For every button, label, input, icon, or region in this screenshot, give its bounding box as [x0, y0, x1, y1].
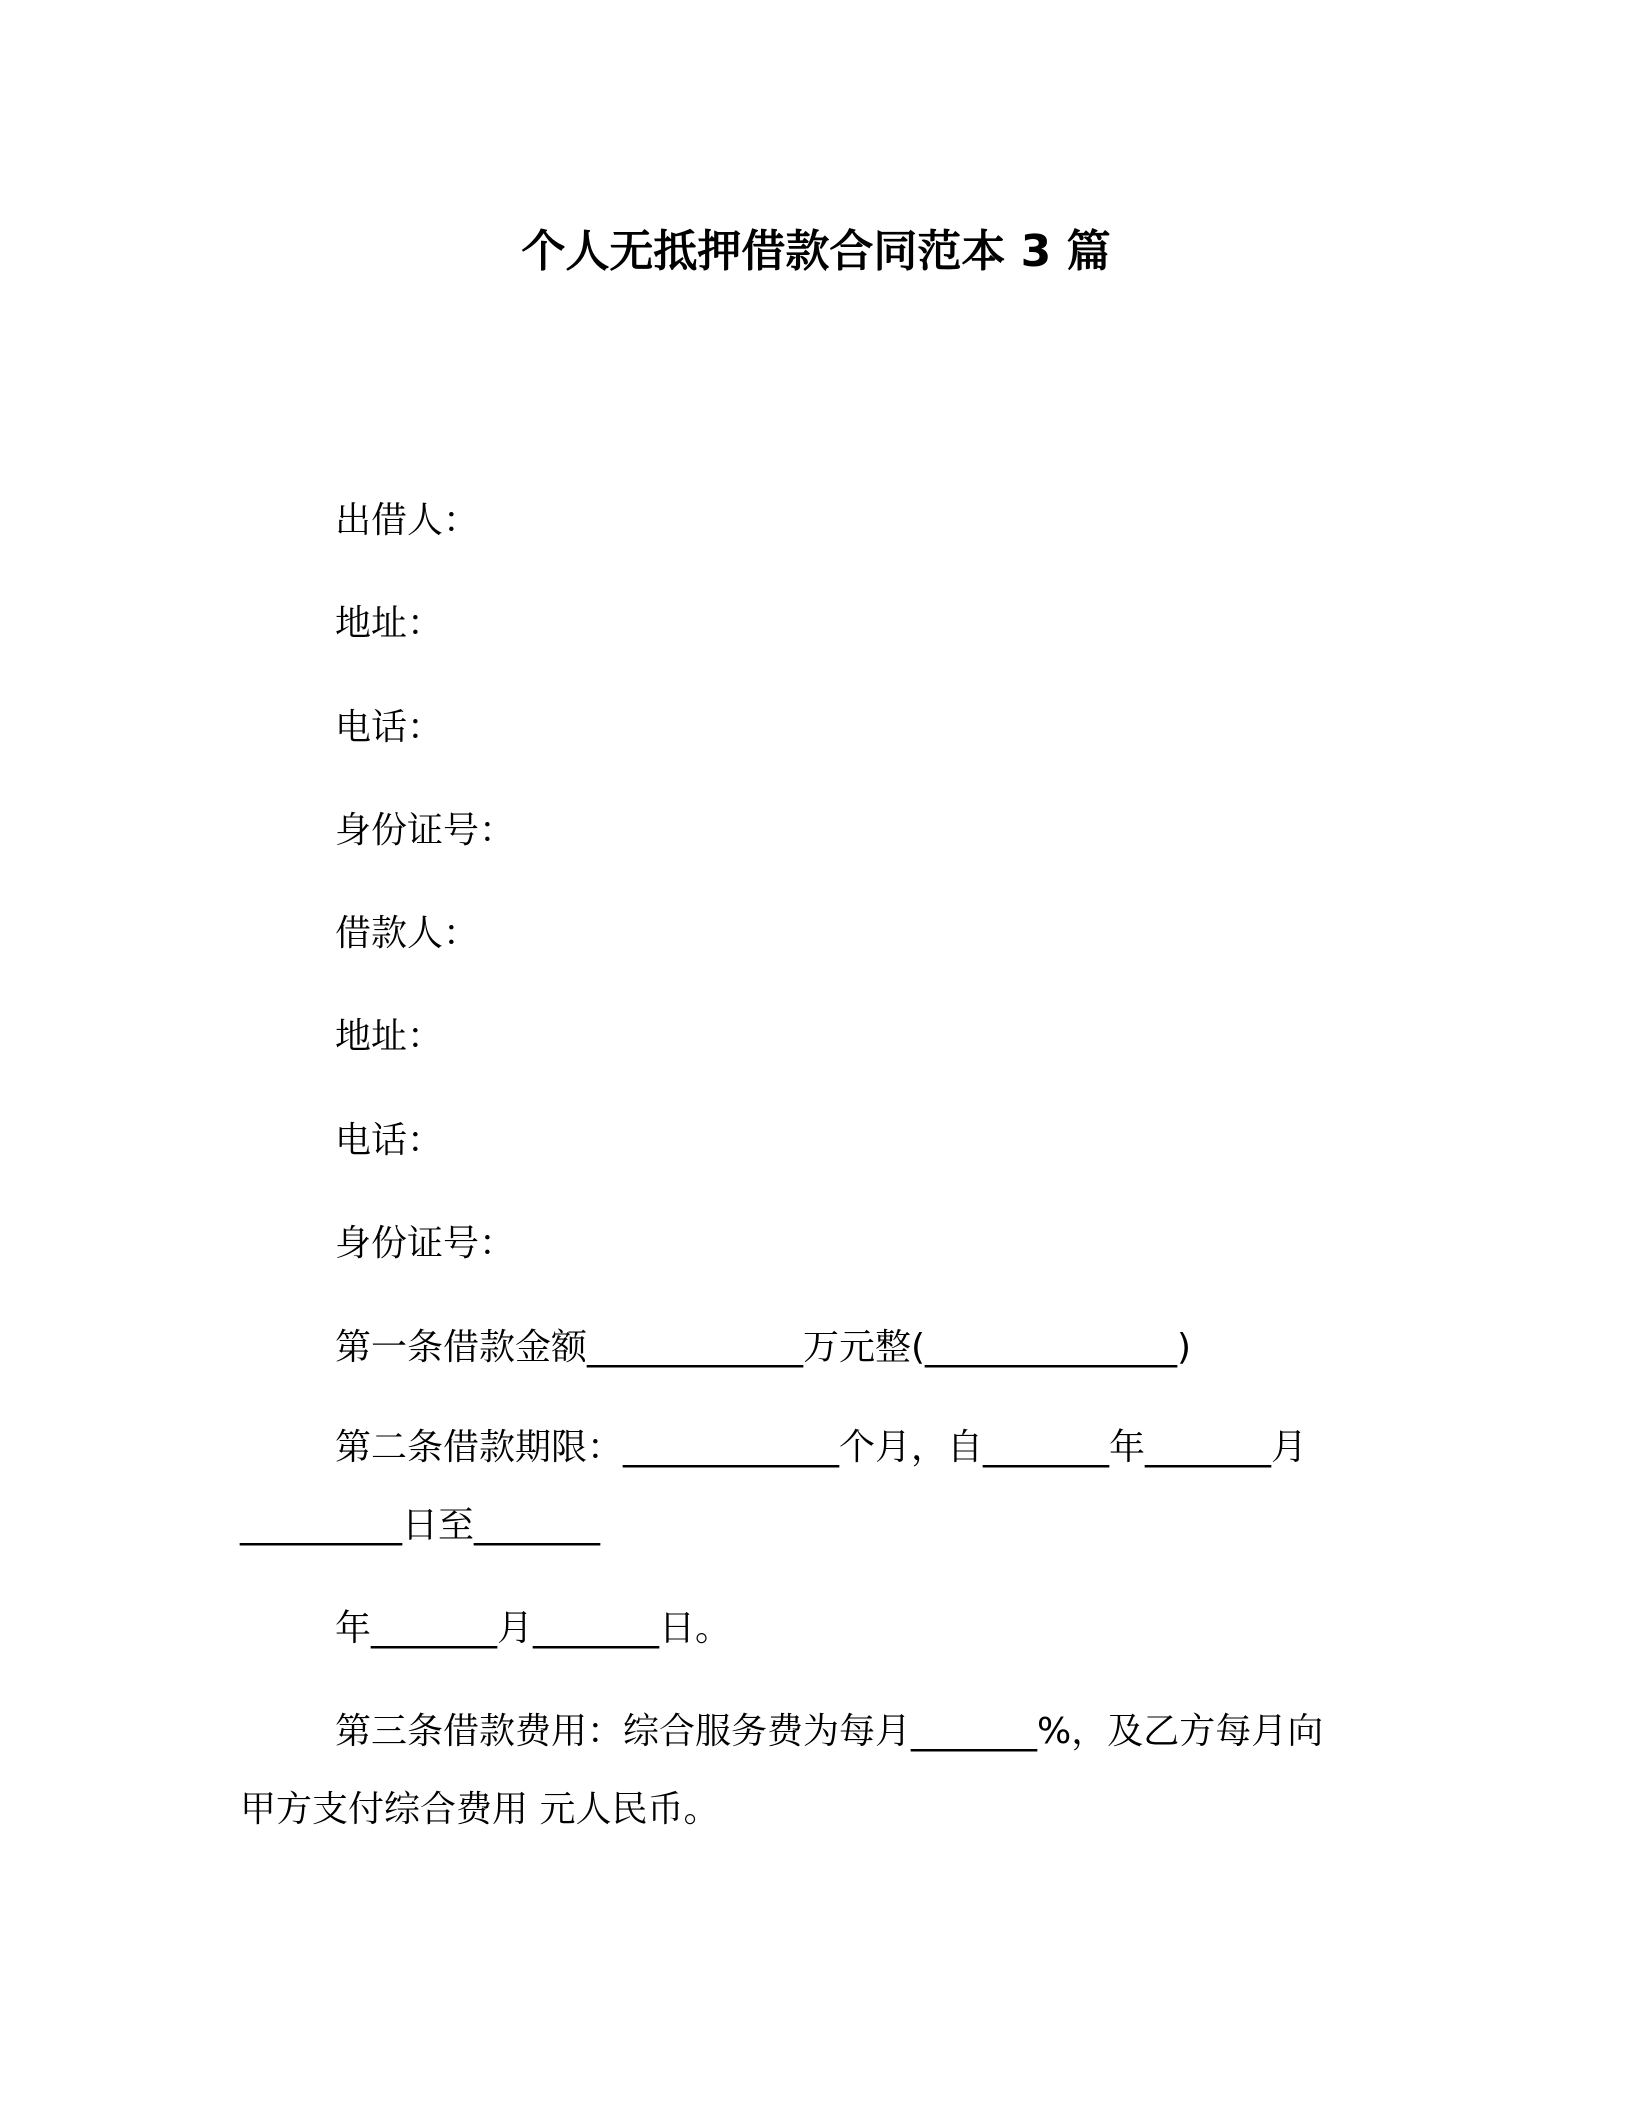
lender-id-label: 身份证号：: [335, 810, 516, 851]
lender-phone-label: 电话：: [335, 707, 444, 748]
lender-name-label: 出借人：: [335, 500, 480, 541]
article-3-loan-fee-line-1: 第三条借款费用：综合服务费为每月_______%，及乙方每月向: [335, 1711, 1324, 1752]
lender-address-label: 地址：: [335, 603, 444, 644]
article-3-loan-fee-line-2: 甲方支付综合费用 元人民币。: [240, 1789, 720, 1830]
document-title: 个人无抵押借款合同范本 3 篇: [521, 226, 1111, 277]
article-2-loan-term-line-1: 第二条借款期限：____________个月，自_______年_______月: [335, 1427, 1308, 1468]
borrower-id-label: 身份证号：: [335, 1223, 516, 1264]
article-2-loan-term-line-2: _________日至_______: [240, 1505, 601, 1546]
article-1-loan-amount: 第一条借款金额____________万元整(______________): [335, 1327, 1192, 1368]
borrower-name-label: 借款人：: [335, 913, 480, 954]
article-2-loan-term-line-3: 年_______月_______日。: [335, 1608, 732, 1649]
borrower-phone-label: 电话：: [335, 1120, 444, 1161]
borrower-address-label: 地址：: [335, 1016, 444, 1057]
